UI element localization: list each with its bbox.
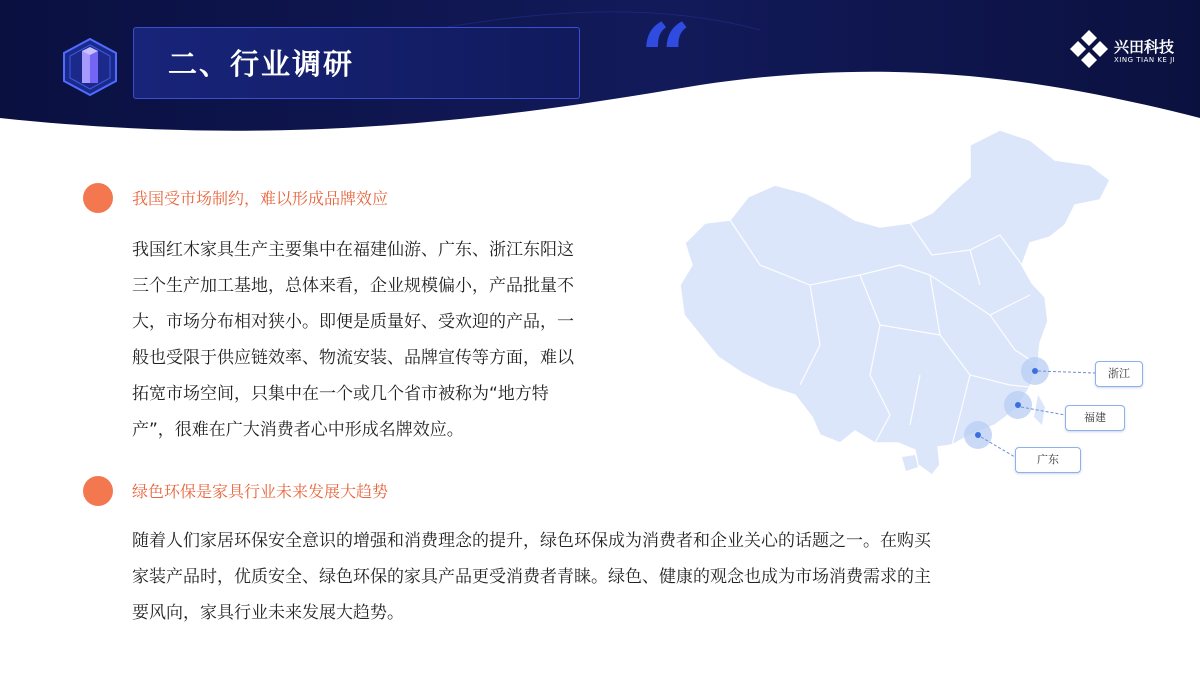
paragraph-line: 随着人们家居环保安全意识的增强和消费理念的提升，绿色环保成为消费者和企业关心的话题之一。在购买	[132, 531, 931, 551]
brand-logo-icon	[1068, 28, 1110, 70]
paragraph-line: 拓宽市场空间，只集中在一个或几个省市被称为“地方特	[132, 384, 549, 404]
china-map	[670, 125, 1160, 485]
brand-name: 兴田科技	[1114, 38, 1175, 56]
paragraph-line: 般也受限于供应链效率、物流安装、品牌宣传等方面，难以	[132, 348, 574, 368]
section-heading: 绿色环保是家具行业未来发展大趋势	[132, 482, 389, 501]
map-mainland	[680, 130, 1110, 475]
section-bullet-icon	[83, 183, 113, 213]
page-title: 二、行业调研	[168, 47, 355, 81]
brand-subtitle: XING TIAN KE JI	[1114, 56, 1176, 64]
section-bullet-icon	[83, 476, 113, 506]
map-label-guangdong: 广东	[1015, 447, 1081, 473]
quote-mark-icon: “	[640, 4, 692, 110]
section-paragraph	[132, 523, 1092, 631]
paragraph-line: 三个生产加工基地，总体来看，企业规模偏小，产品批量不	[132, 276, 574, 296]
section-paragraph	[132, 232, 672, 448]
paragraph-line: 要风向，家具行业未来发展大趋势。	[132, 603, 404, 623]
cube-logo-icon	[60, 37, 120, 97]
section-heading: 我国受市场制约，难以形成品牌效应	[132, 189, 389, 208]
paragraph-line: 大，市场分布相对狭小。即便是质量好、受欢迎的产品，一	[132, 312, 574, 332]
map-label-fujian: 福建	[1065, 405, 1125, 431]
map-label-zhejiang: 浙江	[1095, 361, 1143, 387]
paragraph-line: 我国红木家具生产主要集中在福建仙游、广东、浙江东阳这	[132, 240, 574, 260]
paragraph-line: 产”，很难在广大消费者心中形成名牌效应。	[132, 420, 464, 440]
paragraph-line: 家装产品时，优质安全、绿色环保的家具产品更受消费者青睐。绿色、健康的观念也成为市场消费需求的主	[132, 567, 931, 587]
